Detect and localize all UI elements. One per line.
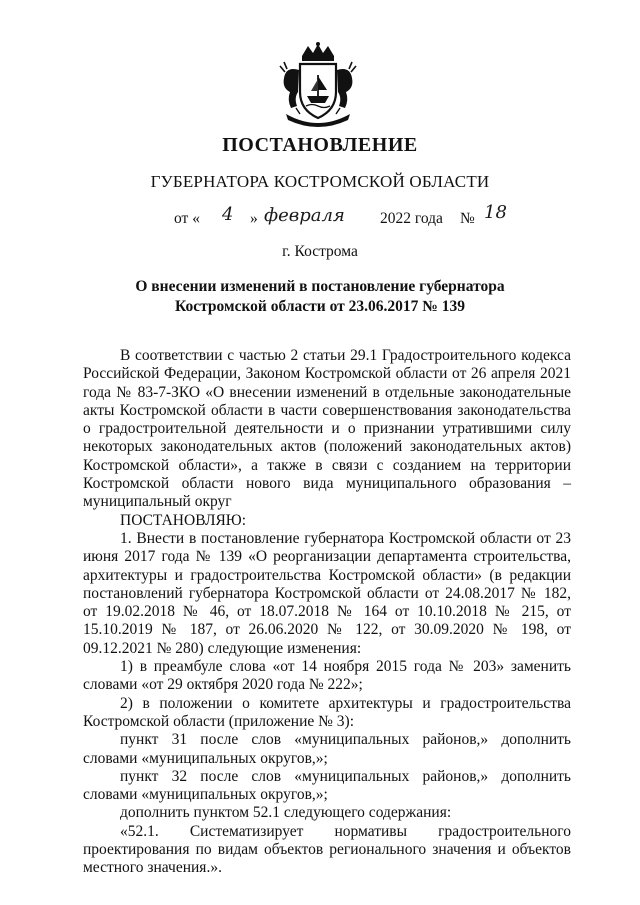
document-issuer: ГУБЕРНАТОРА КОСТРОМСКОЙ ОБЛАСТИ [150, 172, 490, 191]
issue-city: г. Кострома [282, 243, 358, 260]
paragraph-item-1-2: 2) в положении о комитете архитектуры и градостроительства Костромской области (приложение № 3): [83, 694, 571, 730]
date-year: 2022 года [380, 210, 443, 227]
paragraph-point-52-1: «52.1. Систематизирует нормативы градостроительного проектирования по видам объектов регионального значения и объектов местного значения.». [83, 822, 571, 877]
paragraph-resolve: ПОСТАНОВЛЯЮ: [120, 511, 247, 529]
paragraph-item-1: 1. Внести в постановление губернатора Костромской области от 23 июня 2017 года № 139 «О реорганизации департамента строительства, архитектуры и градостроительства Костромской области» (в редакции постановлений губернатора Костромской области от 24.08.2017 № 182, от 19.02.2018 № 46, от 18.07.2018 № 164 от 10.10.2018 № 215, от 15.10.2019 № 187, от 26.06.2020 № 122, от 30.09.2020 № 198, от 09.12.2021 № 280) следующие изменения: [83, 529, 571, 657]
number-sign: № [460, 210, 475, 227]
paragraph-point-32: пункт 32 после слов «муниципальных районов,» дополнить словами «муниципальных округов,»; [83, 767, 571, 804]
date-line [174, 204, 514, 234]
paragraph-item-1-1: 1) в преамбуле слова «от 14 ноября 2015 года № 203» заменить словами «от 29 октября 2020 года № 222»; [83, 658, 571, 694]
coat-of-arms-icon [278, 42, 358, 128]
document-title: ПОСТАНОВЛЕНИЕ [222, 134, 418, 156]
heading-line: О внесении изменений в постановление губернатора [135, 278, 505, 295]
document-body [83, 347, 571, 878]
date-prefix: от « [174, 210, 200, 227]
document-number: 18 [484, 202, 507, 223]
paragraph-point-31: пункт 31 после слов «муниципальных районов,» дополнить словами «муниципальных округов,»; [83, 731, 571, 767]
date-quote-close: » [250, 210, 258, 227]
date-month: февраля [264, 205, 345, 226]
paragraph-preamble: В соответствии с частью 2 статьи 29.1 Градостроительного кодекса Российской Федерации, Законом Костромской области от 26 апреля 2021 года № 83-7-ЗКО «О внесении изменений в отдельные законодательные акты Костромской области в части совершенствования законодательства о градостроительной деятельности и о признании утратившими силу некоторых законодательных актов (положений законодательных актов) Костромской области», а также в связи с созданием на территории Костромской области нового вида муниципального образования – муниципальный округ [83, 347, 571, 511]
date-day: 4 [222, 204, 234, 225]
heading-line: Костромской области от 23.06.2017 № 139 [175, 298, 465, 315]
document-heading [130, 277, 510, 317]
paragraph-add-point: дополнить пунктом 52.1 следующего содержания: [120, 804, 452, 822]
